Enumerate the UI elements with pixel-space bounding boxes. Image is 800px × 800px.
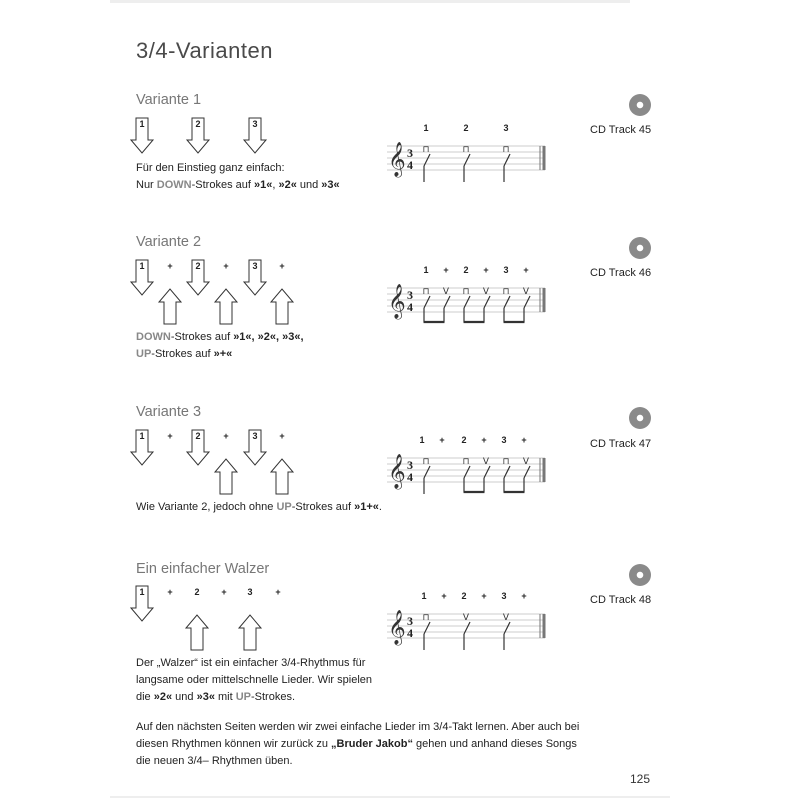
section-description: DOWN-Strokes auf »1«, »2«, »3«, UP-Strokes auf »+« [136, 331, 304, 360]
down-bow-icon: ⊓ [422, 613, 430, 623]
strum-count-label: + [167, 431, 173, 441]
svg-text:3: 3 [407, 146, 413, 160]
count-label: + [441, 591, 447, 601]
strum-count-label: 1 [139, 261, 145, 271]
count-label: 2 [461, 435, 467, 445]
strum-count-label: 2 [194, 587, 200, 597]
bottom-edge [110, 796, 670, 798]
count-label: 1 [419, 435, 425, 445]
down-bow-icon: ⊓ [502, 457, 510, 467]
count-label: + [523, 265, 529, 275]
up-bow-icon: V [502, 613, 510, 623]
notation-staff [382, 430, 552, 500]
down-bow-icon: ⊓ [462, 145, 470, 155]
up-keyword: UP [235, 691, 251, 703]
count-label: + [481, 435, 487, 445]
cd-track-label: CD Track 47 [590, 438, 652, 450]
up-bow-icon: V [522, 287, 530, 297]
strum-count-label: + [223, 431, 229, 441]
strum-count-label: 2 [195, 261, 201, 271]
up-arrow-icon [271, 289, 293, 324]
count-label: + [521, 435, 527, 445]
treble-clef-icon: 𝄞 [388, 454, 406, 489]
strum-count-label: + [223, 261, 229, 271]
down-bow-icon: ⊓ [462, 287, 470, 297]
down-keyword: DOWN [136, 331, 171, 343]
section-heading: Variante 3 [136, 404, 202, 420]
up-arrow-icon [186, 615, 208, 650]
svg-text:4: 4 [407, 158, 413, 172]
strum-pattern [130, 116, 290, 156]
up-bow-icon: V [442, 287, 450, 297]
section-description: Für den Einstieg ganz einfach: Nur DOWN-Strokes auf »1«, »2« und »3« [136, 162, 340, 191]
cd-icon [629, 407, 651, 429]
up-keyword: UP [136, 348, 152, 360]
strum-count-label: + [279, 431, 285, 441]
strum-count-label: 3 [252, 431, 258, 441]
count-label: 2 [461, 591, 467, 601]
strum-count-label: 2 [195, 431, 201, 441]
strum-count-label: 3 [252, 119, 258, 129]
section-description: Wie Variante 2, jedoch ohne UP-Strokes auf »1+«. [136, 501, 382, 513]
treble-clef-icon: 𝄞 [388, 142, 406, 177]
cd-icon [629, 94, 651, 116]
strum-count-label: + [167, 587, 173, 597]
strum-count-label: 2 [195, 119, 201, 129]
count-label: 2 [463, 123, 469, 133]
count-label: 2 [463, 265, 469, 275]
down-bow-icon: ⊓ [422, 145, 430, 155]
up-arrow-icon [215, 289, 237, 324]
strum-count-label: + [275, 587, 281, 597]
strum-pattern [130, 428, 300, 498]
strum-pattern [130, 258, 300, 328]
strum-count-label: 3 [247, 587, 253, 597]
count-label: + [521, 591, 527, 601]
cd-track-label: CD Track 45 [590, 124, 652, 136]
strum-count-label: 3 [252, 261, 258, 271]
section-description: Der „Walzer“ ist ein einfacher 3/4-Rhythmus für langsame oder mittelschnelle Lieder. Wir spielen die »2« und »3« mit UP-Strokes. [136, 657, 373, 703]
top-edge [110, 0, 630, 3]
down-bow-icon: ⊓ [502, 145, 510, 155]
svg-text:3: 3 [407, 458, 413, 472]
svg-text:3: 3 [407, 288, 413, 302]
up-bow-icon: V [522, 457, 530, 467]
cd-track-label: CD Track 48 [590, 594, 652, 606]
closing-paragraph: Auf den nächsten Seiten werden wir zwei einfache Lieder im 3/4-Takt lernen. Aber auch bei diesen Rhythmen können wir zurück zu „Bruder Jakob“ gehen und anhand dieses Songs die neuen 3/4– Rhythmen üben. [136, 721, 580, 767]
down-keyword: DOWN [156, 179, 192, 191]
count-label: 1 [423, 123, 429, 133]
up-bow-icon: V [482, 457, 490, 467]
section-heading: Variante 1 [136, 92, 202, 108]
up-arrow-icon [271, 459, 293, 494]
treble-clef-icon: 𝄞 [388, 610, 406, 645]
svg-text:4: 4 [407, 626, 413, 640]
notation-staff [382, 260, 552, 330]
strum-count-label: + [279, 261, 285, 271]
cd-track-label: CD Track 46 [590, 267, 652, 279]
count-label: 3 [501, 435, 507, 445]
page-number: 125 [630, 772, 651, 786]
down-bow-icon: ⊓ [422, 287, 430, 297]
treble-clef-icon: 𝄞 [388, 284, 406, 319]
strum-count-label: 1 [139, 587, 145, 597]
section-heading: Ein einfacher Walzer [136, 561, 270, 577]
cd-icon [629, 564, 651, 586]
strum-pattern [130, 584, 300, 654]
down-bow-icon: ⊓ [422, 457, 430, 467]
count-label: 3 [501, 591, 507, 601]
up-bow-icon: V [462, 613, 470, 623]
page-title: 3/4-Varianten [136, 38, 273, 63]
strum-count-label: + [221, 587, 227, 597]
strum-count-label: 1 [139, 119, 145, 129]
up-bow-icon: V [482, 287, 490, 297]
section-heading: Variante 2 [136, 234, 202, 250]
count-label: + [483, 265, 489, 275]
count-label: + [443, 265, 449, 275]
svg-text:3: 3 [407, 614, 413, 628]
notation-staff [382, 118, 552, 188]
count-label: 3 [503, 123, 509, 133]
cd-icon [629, 237, 651, 259]
notation-staff [382, 586, 552, 656]
down-bow-icon: ⊓ [502, 287, 510, 297]
count-label: + [439, 435, 445, 445]
up-keyword: UP [276, 501, 292, 513]
svg-text:4: 4 [407, 300, 413, 314]
down-bow-icon: ⊓ [462, 457, 470, 467]
count-label: 1 [423, 265, 429, 275]
up-arrow-icon [215, 459, 237, 494]
strum-count-label: + [167, 261, 173, 271]
count-label: + [481, 591, 487, 601]
up-arrow-icon [239, 615, 261, 650]
count-label: 3 [503, 265, 509, 275]
up-arrow-icon [159, 289, 181, 324]
svg-text:4: 4 [407, 470, 413, 484]
strum-count-label: 1 [139, 431, 145, 441]
count-label: 1 [421, 591, 427, 601]
